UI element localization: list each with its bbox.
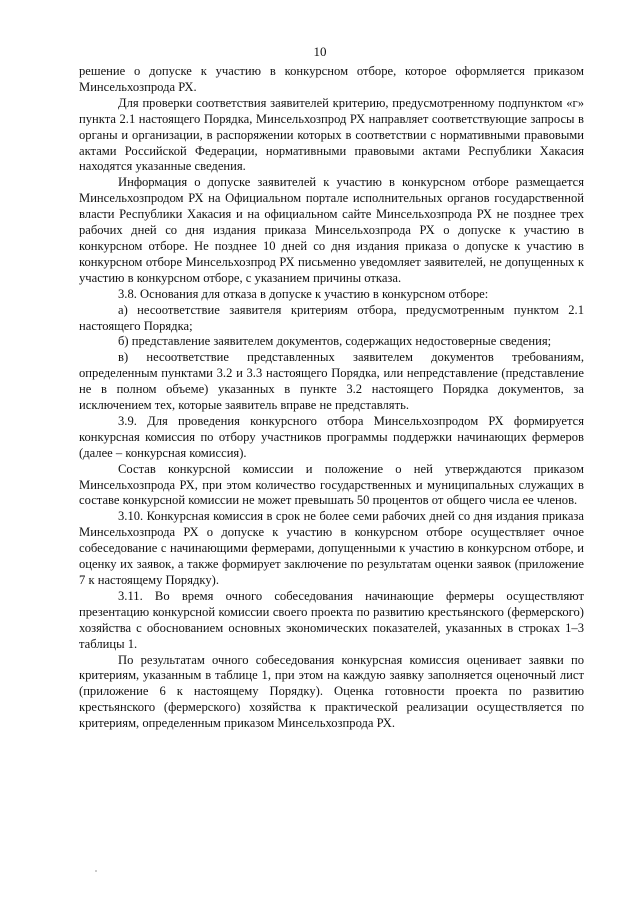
clause-3-9: 3.9. Для проведения конкурсного отбора Минсельхозпродом РХ формируется конкурсная комиссия по отбору участников программы поддержки начинающих фермеров (далее – конкурсная комиссия).	[79, 413, 584, 460]
document-body	[79, 64, 584, 732]
paragraph-commission-composition: Состав конкурсной комиссии и положение о ней утверждаются приказом Минсельхозпрода РХ, при этом количество государственных и муниципальных служащих в составе конкурсной комиссии не может превышать 50 процентов от общего числа ее членов.	[79, 461, 584, 508]
paragraph-continuation: решение о допуске к участию в конкурсном отборе, которое оформляется приказом Минсельхозпрода РХ.	[79, 64, 584, 94]
paragraph-evaluation-results: По результатам очного собеседования конкурсная комиссия оценивает заявки по критериям, указанным в таблице 1, при этом на каждую заявку заполняется оценочный лист (приложение 6 к настоящему Порядку). Оценка готовности проекта по развитию крестьянского (фермерского) хозяйства к практической реализации осуществляется по критериям, определенным приказом Минсельхозпрода РХ.	[79, 652, 584, 731]
paragraph-admission-information: Информация о допуске заявителей к участию в конкурсном отборе размещается Минсельхозпродом РХ на Официальном портале исполнительных органов государственной власти Республики Хакасия и на официальном сайте Минсельхозпрода РХ не позднее трех рабочих дней со дня издания приказа Минсельхозпрода РХ о допуске к участию в конкурсном отборе. Не позднее 10 дней со дня издания приказа о допуске к участию в конкурсном отборе Минсельхозпрод РХ письменно уведомляет заявителей, не допущенных к участию в конкурсном отборе, с указанием причины отказа.	[79, 175, 584, 285]
clause-3-8-item-b: б) представление заявителем документов, содержащих недостоверные сведения;	[118, 334, 552, 349]
clause-3-8-heading: 3.8. Основания для отказа в допуске к участию в конкурсном отборе:	[118, 286, 489, 301]
clause-3-8-item-c: в) несоответствие представленных заявителем документов требованиям, определенным пунктами 3.2 и 3.3 настоящего Порядка, или непредставление (представление не в полном объеме) указанных в пункте 3.2 настоящего Порядка документов, за исключением тех, которые заявитель вправе не представлять.	[79, 350, 584, 413]
clause-3-10: 3.10. Конкурсная комиссия в срок не более семи рабочих дней со дня издания приказа Минсельхозпрода РХ о допуске к участию в конкурсном отборе осуществляет очное собеседование с начинающими фермерами, допущенными к участию в конкурсном отборе, и оценку их заявок, а также формирует заключение по результатам оценки заявок (приложение 7 к настоящему Порядку).	[79, 509, 584, 587]
clause-3-11: 3.11. Во время очного собеседования начинающие фермеры осуществляют презентацию конкурсной комиссии своего проекта по развитию крестьянского (фермерского) хозяйства с обоснованием основных экономических показателей, указанных в строках 1–3 таблицы 1.	[79, 588, 584, 651]
paragraph-verification-requests: Для проверки соответствия заявителей критерию, предусмотренному подпунктом «г» пункта 2.1 настоящего Порядка, Минсельхозпрод РХ направляет соответствующие запросы в органы и организации, в распоряжении которых в соответствии с нормативными правовыми актами Российской Федерации, нормативными правовыми актами Республики Хакасия находятся указанные сведения.	[79, 95, 584, 174]
page-number: 10	[313, 44, 327, 59]
scan-speck	[95, 870, 97, 872]
clause-3-8-item-a: а) несоответствие заявителя критериям отбора, предусмотренным пунктом 2.1 настоящего Порядка;	[79, 302, 584, 333]
